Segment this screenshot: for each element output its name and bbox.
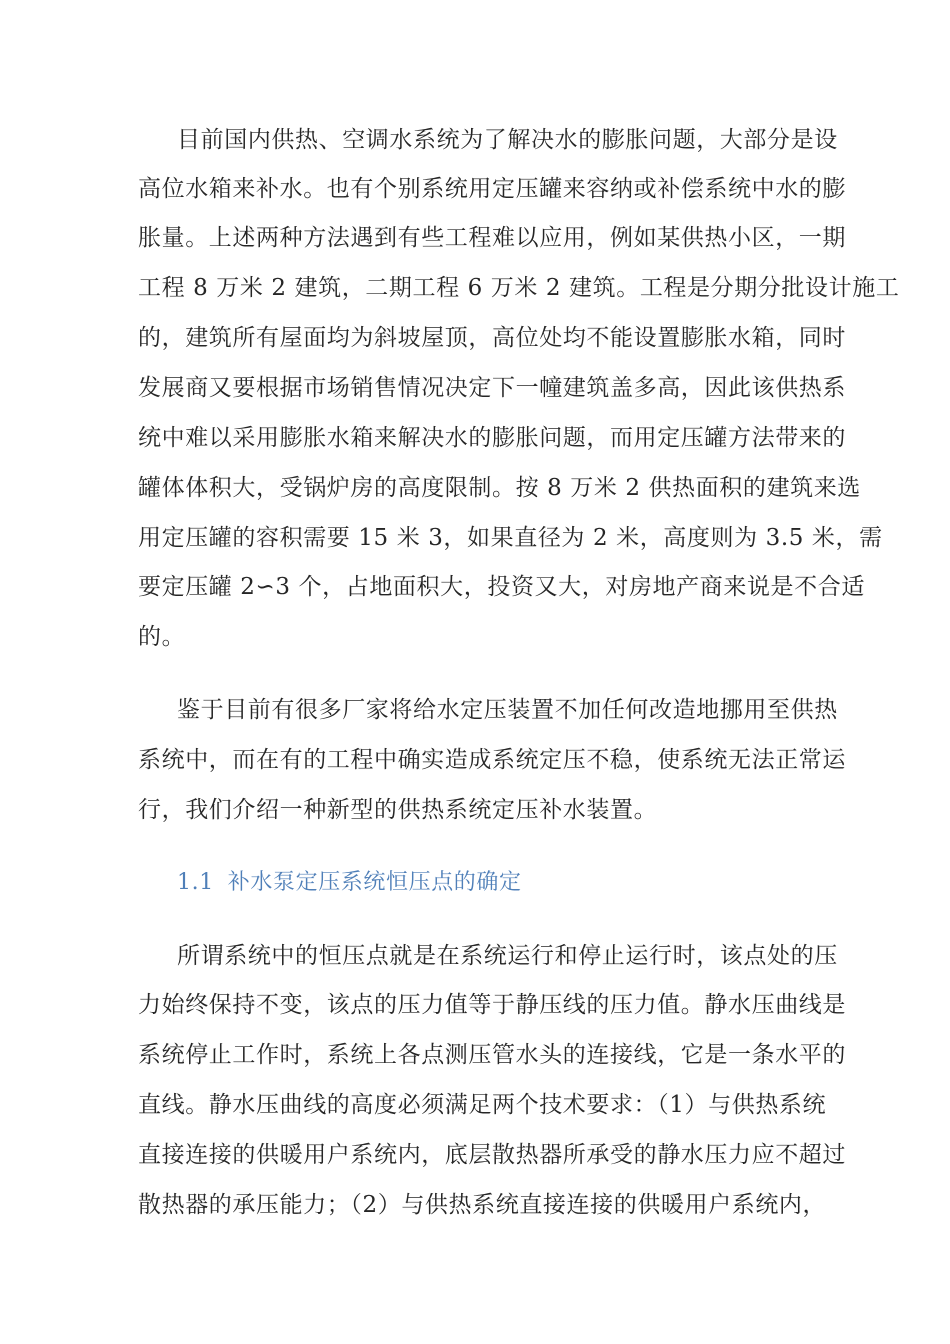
paragraph-1-line: 工程 8 万米 2 建筑，二期工程 6 万米 2 建筑。工程是分期分批设计施工 (138, 275, 900, 301)
paragraph-3-line: 直接连接的供暖用户系统内，底层散热器所承受的静水压力应不超过 (138, 1142, 846, 1168)
paragraph-3-line: 所谓系统中的恒压点就是在系统运行和停止运行时，该点处的压 (177, 943, 838, 969)
paragraph-1-line: 的，建筑所有屋面均为斜坡屋顶，高位处均不能设置膨胀水箱，同时 (138, 325, 846, 351)
paragraph-1-line: 目前国内供热、空调水系统为了解决水的膨胀问题，大部分是设 (177, 127, 838, 153)
paragraph-1-line: 统中难以采用膨胀水箱来解决水的膨胀问题，而用定压罐方法带来的 (138, 425, 846, 451)
paragraph-1-line: 高位水箱来补水。也有个别系统用定压罐来容纳或补偿系统中水的膨 (138, 176, 846, 202)
paragraph-2-line: 系统中，而在有的工程中确实造成系统定压不稳，使系统无法正常运 (138, 747, 846, 773)
paragraph-1-line: 的。 (138, 624, 186, 650)
paragraph-1-line: 用定压罐的容积需要 15 米 3，如果直径为 2 米，高度则为 3.5 米，需 (138, 525, 883, 551)
section-heading (177, 868, 522, 898)
section-title: 补水泵定压系统恒压点的确定 (227, 870, 522, 895)
paragraph-3-line: 系统停止工作时，系统上各点测压管水头的连接线，它是一条水平的 (138, 1042, 846, 1068)
paragraph-3-line: 直线。静水压曲线的高度必须满足两个技术要求：（1）与供热系统 (138, 1092, 827, 1118)
paragraph-1-line: 罐体体积大，受锅炉房的高度限制。按 8 万米 2 供热面积的建筑来选 (138, 475, 861, 501)
paragraph-2-line: 鉴于目前有很多厂家将给水定压装置不加任何改造地挪用至供热 (177, 697, 838, 723)
paragraph-3-line: 力始终保持不变，该点的压力值等于静压线的压力值。静水压曲线是 (138, 992, 846, 1018)
paragraph-2-line: 行，我们介绍一种新型的供热系统定压补水装置。 (138, 797, 658, 823)
paragraph-3-line: 散热器的承压能力；（2）与供热系统直接连接的供暖用户系统内， (138, 1192, 827, 1218)
section-number: 1.1 (177, 870, 214, 895)
paragraph-1-line: 胀量。上述两种方法遇到有些工程难以应用，例如某供热小区，一期 (138, 225, 846, 251)
paragraph-1-line: 发展商又要根据市场销售情况决定下一幢建筑盖多高，因此该供热系 (138, 375, 846, 401)
paragraph-1-line: 要定压罐 2∽3 个，占地面积大，投资又大，对房地产商来说是不合适 (138, 574, 865, 600)
